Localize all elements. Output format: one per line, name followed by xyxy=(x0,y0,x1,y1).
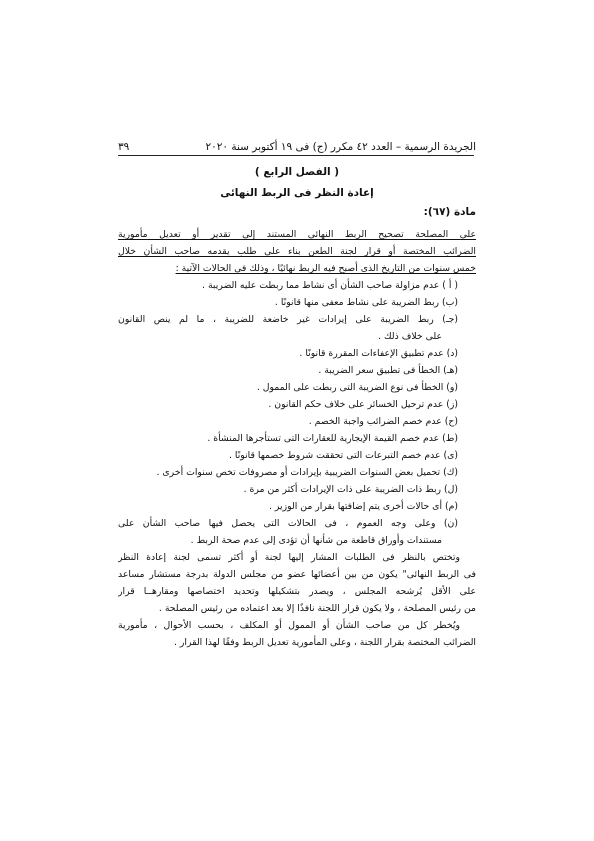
list-item: ( أ ) عدم مزاولة صاحب الشأن أى نشاط مما ربطت عليه الضريبة . xyxy=(202,280,458,291)
paragraph-line: الضرائب المختصة بقرار اللجنة ، وعلى المأمورية تعديل الربط وفقًا لهذا القرار . xyxy=(174,637,476,648)
list-item: (م) أى حالات أخرى يتم إضافتها بقرار من الوزير . xyxy=(268,501,458,512)
header-divider xyxy=(118,155,474,156)
intro-line: خمس سنوات من التاريخ الذى أصبح فيه الربط نهائيًا ، وذلك فى الحالات الآتية : xyxy=(175,263,476,274)
list-item-continuation: على خلاف ذلك . xyxy=(378,331,442,342)
list-item: (ل) ربط ذات الضريبة على ذات الإيرادات أكثر من مرة . xyxy=(243,484,458,495)
page-number: ٣٩ xyxy=(118,141,130,153)
list-item: (د) عدم تطبيق الإعفاءات المقررة قانونًا . xyxy=(299,348,458,359)
list-item: (ب) ربط الضريبة على نشاط معفى منها قانونًا . xyxy=(274,297,458,308)
article-body xyxy=(118,226,476,651)
list-item: (ن) وعلى وجه العموم ، فى الحالات التى يحصل فيها صاحب الشأن على xyxy=(118,518,458,529)
list-item: (ى) عدم خصم التبرعات التى تحققت شروط خصمها قانونًا . xyxy=(228,450,458,461)
paragraph-line: من رئيس المصلحة ، ولا يكون قرار اللجنة نافذًا إلا بعد اعتماده من رئيس المصلحة . xyxy=(158,603,476,614)
list-item: (ط) عدم خصم القيمة الإيجارية للعقارات التى تستأجرها المنشأة . xyxy=(207,433,458,444)
chapter-subtitle: إعادة النظر فى الربط النهائى xyxy=(220,187,374,199)
list-item-continuation: مستندات وأوراق قاطعة من شأنها أن تؤدى إلى عدم صحة الربط . xyxy=(190,535,442,546)
paragraph-line: ويُخطر كل من صاحب الشأن أو الممول أو المكلف ، بحسب الأحوال ، مأمورية xyxy=(118,620,460,631)
page-header xyxy=(118,133,476,153)
list-item: (ز) عدم ترحيل الخسائر على خلاف حكم القانون . xyxy=(268,399,458,410)
chapter-title: ( الفصل الرابع ) xyxy=(254,166,340,178)
paragraph-line: فى الربط النهائى" يكون من بين أعضائها عضو من مجلس الدولة بدرجة مستشار مساعد xyxy=(118,569,476,580)
paragraph-line: وتختص بالنظر فى الطلبات المشار إليها لجنة أو أكثر تسمى لجنة إعادة النظر xyxy=(118,552,460,563)
intro-line: على المصلحة تصحيح الربط النهائى المستند إلى تقدير أو تعديل مأمورية xyxy=(118,229,476,240)
list-item: (جـ) ربط الضريبة على إيرادات غير خاضعة للضريبة ، ما لم ينص القانون xyxy=(118,314,458,325)
list-item: (و) الخطأ فى نوع الضريبة التى ربطت على الممول . xyxy=(256,382,458,393)
list-item: (ح) عدم خصم الضرائب واجبة الخصم . xyxy=(308,416,458,427)
list-item: (هـ) الخطأ فى تطبيق سعر الضريبة . xyxy=(318,365,458,376)
list-item: (ك) تحميل بعض السنوات الضريبية بإيرادات أو مصروفات تخص سنوات أخرى . xyxy=(156,467,458,478)
intro-line: الضرائب المختصة أو قرار لجنة الطعن بناء على طلب يقدمه صاحب الشأن خلال xyxy=(118,246,476,257)
article-heading: مادة (٦٧): xyxy=(423,206,476,218)
paragraph-line: على الأقل يُرشحه المجلس ، ويصدر بتشكيلها وتحديد اختصاصها ومقارهــا قرار xyxy=(118,586,476,597)
gazette-header-title: الجريدة الرسمية – العدد ٤٢ مكرر (ج) فى ١٩ أكتوبر سنة ٢٠٢٠ xyxy=(205,141,476,153)
